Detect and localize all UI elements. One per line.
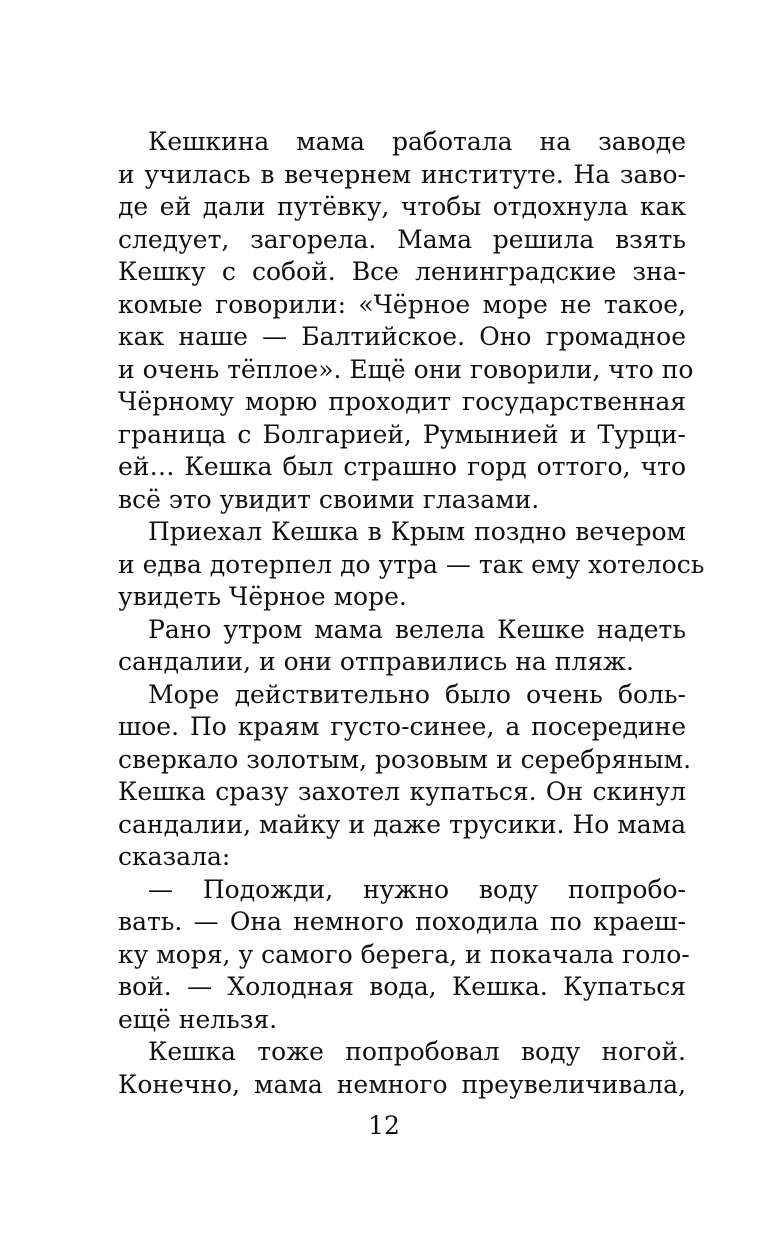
text-line: как наше — Балтийское. Оно громадное — [118, 322, 686, 351]
text-line: и очень тёплое». Ещё они говорили, что по — [118, 354, 694, 384]
text-line: сандалии, майку и даже трусики. Но мама — [118, 809, 686, 839]
page-body — [118, 126, 705, 1101]
text-line: Кешка сразу захотел купаться. Он скинул — [118, 777, 686, 806]
page-number: 12 — [368, 1111, 400, 1140]
paragraph — [118, 679, 692, 874]
text-line: вать. — Она немного походила по краеш- — [118, 907, 686, 936]
paragraph — [118, 614, 686, 679]
text-line: Конечно, мама немного преувеличивала, — [118, 1069, 686, 1099]
text-line: Море действительно было очень боль- — [148, 679, 686, 709]
text-line: Чёрному морю проходит государственная — [118, 387, 686, 416]
paragraph — [118, 1036, 686, 1101]
paragraph — [118, 516, 705, 614]
text-line: следует, загорела. Мама решила взять — [118, 224, 686, 254]
text-line: и училась в вечернем институте. На заво- — [118, 159, 686, 189]
text-line: шое. По краям густо-синее, а посередине — [118, 712, 686, 741]
text-line: ей… Кешка был страшно горд оттого, что — [118, 452, 686, 481]
text-line: Кешка тоже попробовал воду ногой. — [148, 1037, 686, 1066]
text-line: ку моря, у самого берега, и покачала голо- — [118, 939, 690, 969]
text-line: и едва дотерпел до утра — так ему хотелось — [118, 549, 705, 579]
text-line: граница с Болгарией, Румынией и Турци- — [118, 419, 686, 449]
text-line: комые говорили: «Чёрное море не такое, — [118, 289, 686, 319]
paragraph — [118, 126, 694, 516]
text-line: Кешку с собой. Все ленинградские зна- — [118, 257, 686, 286]
text-line: — Подожди, нужно воду попробо- — [148, 874, 686, 904]
text-line: сандалии, и они отправились на пляж. — [118, 647, 634, 676]
text-line: де ей дали путёвку, чтобы отдохнула как — [118, 192, 686, 221]
text-line: Рано утром мама велела Кешке надеть — [148, 614, 686, 644]
text-line: увидеть Чёрное море. — [118, 582, 407, 611]
text-line: ещё нельзя. — [118, 1004, 278, 1034]
text-line: сверкало золотым, розовым и серебряным. — [118, 744, 692, 774]
text-line: сказала: — [118, 842, 231, 871]
text-line: Приехал Кешка в Крым поздно вечером — [148, 517, 686, 546]
text-line: вой. — Холодная вода, Кешка. Купаться — [118, 972, 686, 1001]
paragraph — [118, 874, 690, 1037]
text-line: Кешкина мама работала на заводе — [148, 127, 686, 156]
text-line: всё это увидит своими глазами. — [118, 484, 540, 514]
